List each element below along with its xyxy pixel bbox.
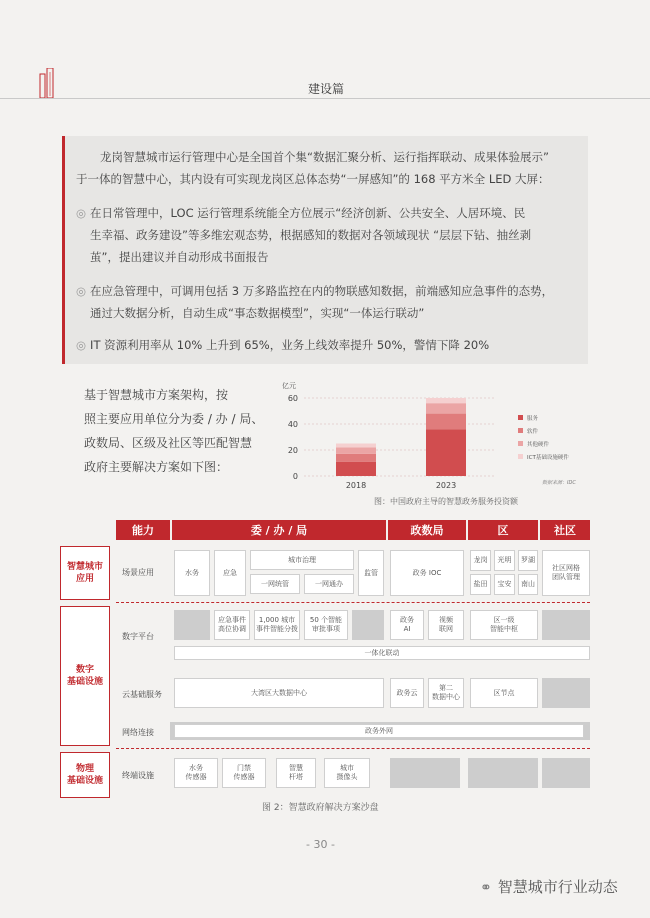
building-logo-icon: [38, 68, 58, 98]
bar-segment-2023: [426, 398, 466, 403]
cell-water-sensor: 水务 传感器: [174, 758, 218, 788]
legend-label: 软件: [527, 429, 539, 435]
blurred-block: [390, 758, 460, 788]
x-tick-label: 2023: [435, 481, 457, 490]
cell-water: 水务: [174, 550, 210, 596]
row-cloud: 云基础服务: [122, 689, 162, 699]
separator: [116, 748, 590, 749]
row-scene: 场景应用: [122, 567, 154, 577]
bullet-3-line-1: ◎ IT 资源利用率从 10% 上升到 65%，业务上线效率提升 50%，警情下降 20%: [76, 338, 490, 352]
header-district: 区: [468, 520, 538, 540]
cell-gov-ai: 政务 AI: [390, 610, 424, 640]
cell-smart-approval: 50 个智能 审批事项: [304, 610, 348, 640]
cell-bigdata-center: 大湾区大数据中心: [174, 678, 384, 708]
x-tick-label: 2018: [345, 481, 367, 490]
bar-segment-2018: [336, 447, 376, 454]
bar-segment-2018: [336, 462, 376, 476]
label-physical-infra: 物理 基础设施: [60, 752, 110, 798]
bar-segment-2023: [426, 429, 466, 476]
wechat-icon: ⚭: [480, 880, 492, 896]
cell-city-governance: 城市治理: [250, 550, 354, 570]
bullet-2-line-2: 通过大数据分析，自动生成“事态数据模型”，实现“一体运行联动”: [90, 306, 425, 320]
header-capability: 能力: [116, 520, 170, 540]
cell-nanshan: 南山: [518, 574, 538, 595]
cell-second-datacenter: 第二 数据中心: [428, 678, 464, 708]
cell-baoan: 宝安: [494, 574, 515, 595]
row-network: 网络连接: [122, 727, 154, 737]
label-smart-city-apps: 智慧城市 应用: [60, 546, 110, 600]
highlight-box: [62, 136, 588, 364]
cell-one-net-manage: 一网统管: [250, 574, 300, 594]
blurred-block: [468, 758, 538, 788]
cell-district-hub: 区一级 智能中枢: [470, 610, 538, 640]
separator: [116, 602, 590, 603]
bullet-icon: ◎: [76, 338, 87, 352]
section-title: 建设篇: [308, 82, 345, 96]
cell-gov-extranet: 政务外网: [174, 724, 584, 738]
legend-label: ICT基础设施硬件: [527, 455, 569, 461]
blurred-block: [542, 678, 590, 708]
intro-lead-2: 于一体的智慧中心，其内设有可实现龙岗区总体态势“一屏感知”的 168 平方米全 LED 大屏：: [76, 172, 550, 186]
header-data-bureau: 政数局: [388, 520, 466, 540]
cell-emergency-coordination: 应急事件 高位协调: [214, 610, 250, 640]
legend-label: 服务: [527, 416, 539, 422]
y-tick-label: 0: [292, 472, 298, 481]
y-axis-unit: 亿元: [282, 382, 296, 390]
cell-door-sensor: 门禁 传感器: [222, 758, 266, 788]
cell-luohu: 罗湖: [518, 550, 538, 571]
bullet-1-line-2: 生幸福、政务建设”等多维宏观态势，根据感知的数据对各领域现状 “层层下钻、抽丝剥: [90, 228, 532, 242]
y-tick-label: 40: [287, 420, 298, 429]
intro-lead-1: 龙岗智慧城市运行管理中心是全国首个集“数据汇聚分析、运行指挥联动、成果体验展示”: [100, 150, 549, 164]
row-platform: 数字平台: [122, 631, 154, 641]
bullet-1-line-1: ◎ 在日常管理中，LOC 运行管理系统能全方位展示“经济创新、公共安全、人居环境、民: [76, 206, 526, 220]
legend-label: 其他硬件: [527, 442, 550, 448]
cell-gov-cloud: 政务云: [390, 678, 424, 708]
bar-segment-2023: [426, 403, 466, 413]
legend-swatch: [518, 415, 523, 420]
page-number: - 30 -: [306, 838, 335, 851]
bar-segment-2018: [336, 454, 376, 462]
blurred-block: [542, 758, 590, 788]
legend-swatch: [518, 428, 523, 433]
y-tick-label: 20: [287, 446, 298, 455]
blurred-block: [352, 610, 384, 640]
cell-event-dispatch: 1,000 城市 事件智能分拨: [254, 610, 300, 640]
y-tick-label: 60: [287, 394, 298, 403]
cell-integration: 一体化联动: [174, 646, 590, 660]
blurred-block: [542, 610, 590, 640]
wechat-footer: ⚭ 智慧城市行业动态: [480, 878, 618, 896]
row-terminal: 终端设施: [122, 770, 154, 780]
cell-supervision: 监管: [358, 550, 384, 596]
bullet-icon: ◎: [76, 206, 87, 220]
investment-bar-chart: [274, 378, 598, 510]
cell-community-grid: 社区网格 团队管理: [542, 550, 590, 596]
cell-longgang: 龙岗: [470, 550, 491, 571]
header-community: 社区: [540, 520, 590, 540]
cell-smart-pole: 智慧 杆塔: [276, 758, 316, 788]
cell-gov-ioc: 政务 IOC: [390, 550, 464, 596]
chart-caption: 图：中国政府主导的智慧政务服务投资额: [374, 497, 518, 506]
cell-city-camera: 城市 摄像头: [324, 758, 370, 788]
header-rule: [0, 98, 650, 99]
bullet-icon: ◎: [76, 284, 87, 298]
bar-segment-2018: [336, 444, 376, 448]
chart-source: 数据来源：IDC: [542, 480, 576, 486]
cell-video-network: 视频 联网: [428, 610, 464, 640]
bullet-2-line-1: ◎ 在应急管理中，可调用包括 3 万多路监控在内的物联感知数据，前端感知应急事件的态势，: [76, 284, 554, 298]
cell-yantian: 盐田: [470, 574, 491, 595]
solution-sandbox-figure: [60, 518, 590, 808]
cell-one-net-service: 一网通办: [304, 574, 354, 594]
legend-swatch: [518, 454, 523, 459]
highlight-accent-bar: [62, 136, 65, 364]
blurred-block: [174, 610, 210, 640]
figure-2-caption: 图 2：智慧政府解决方案沙盘: [262, 803, 379, 813]
cell-guangming: 光明: [494, 550, 515, 571]
label-digital-infra: 数字 基础设施: [60, 606, 110, 746]
bullet-1-line-3: 茧”，提出建议并自动形成书面报告: [90, 250, 269, 264]
side-paragraph: 基于智慧城市方案架构，按 照主要应用单位分为委 / 办 / 局、 政数局、区级及社区等匹配智慧 政府主要解决方案如下图：: [84, 388, 264, 474]
cell-emergency: 应急: [214, 550, 246, 596]
header-bureaus: 委 / 办 / 局: [172, 520, 386, 540]
legend-swatch: [518, 441, 523, 446]
cell-district-node: 区节点: [470, 678, 538, 708]
bar-segment-2023: [426, 414, 466, 430]
